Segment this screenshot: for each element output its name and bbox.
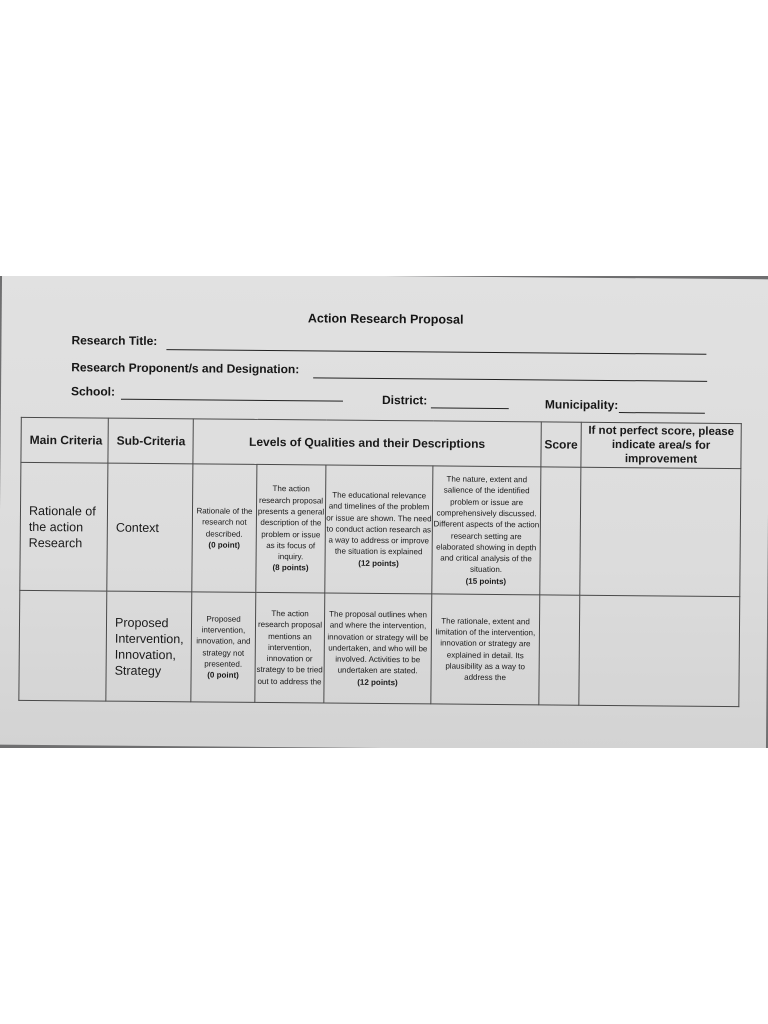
level-points: (12 points)	[358, 558, 399, 568]
research-title-label: Research Title:	[71, 333, 158, 349]
main-criteria-cell	[19, 590, 107, 701]
header-improvement: If not perfect score, please indicate area/s for improvement	[581, 422, 741, 468]
level-cell	[325, 465, 433, 594]
rubric-table	[18, 417, 741, 707]
municipality-label: Municipality:	[544, 397, 619, 413]
header-score: Score	[541, 422, 581, 467]
main-criteria-cell: Rationale of the action Research	[20, 462, 108, 591]
level-cell	[192, 464, 257, 593]
level-cell	[191, 592, 256, 703]
level-points: (12 points)	[357, 677, 398, 687]
improvement-cell[interactable]	[579, 595, 740, 706]
score-cell[interactable]	[540, 467, 581, 595]
municipality-line	[619, 412, 705, 414]
paper-sheet	[0, 276, 768, 748]
sub-criteria-cell: Proposed Intervention, Innovation, Strategy	[106, 591, 192, 702]
school-line	[121, 399, 343, 402]
level-points	[255, 687, 323, 688]
table-header-row	[21, 417, 741, 468]
level-text: The proposal outlines when and where the intervention, innovation or strategy will be undertaken, and who will be involved. Activities to be undertaken are stated.	[327, 609, 429, 676]
improvement-cell[interactable]	[580, 467, 741, 596]
level-points: (0 point)	[207, 670, 239, 680]
level-cell	[324, 593, 432, 704]
sub-criteria-cell: Context	[107, 463, 193, 592]
level-text: The educational relevance and timelines of the problem or issue are shown. The need to conduct action research as a way to address or improve the situation is explained	[326, 490, 432, 557]
level-cell	[432, 466, 541, 595]
level-points: (15 points)	[465, 576, 507, 586]
level-cell	[255, 592, 325, 703]
level-text: The rationale, extent and limitation of the intervention, innovation or strategy are explained in detail. Its plausibility as a way to address the	[435, 616, 536, 683]
proponent-label: Research Proponent/s and Designation:	[71, 360, 300, 377]
level-text: The action research proposal mentions an intervention, innovation or strategy to be tried out to address the	[256, 608, 323, 687]
table-row	[20, 462, 741, 596]
research-title-line	[166, 349, 706, 355]
proponent-line	[313, 377, 707, 381]
level-text: The nature, extent and salience of the identified problem or issue are comprehensively discussed. Different aspects of the action research setting are elaborated showing in depth and critical analysis of the situation.	[433, 474, 540, 575]
level-points: (0 point)	[208, 540, 241, 550]
score-cell[interactable]	[539, 595, 580, 705]
level-cell	[431, 594, 540, 705]
level-text: Proposed intervention, innovation, and strategy not presented.	[196, 614, 251, 669]
header-main-criteria: Main Criteria	[21, 417, 108, 463]
header-sub-criteria: Sub-Criteria	[108, 418, 193, 464]
level-points	[432, 683, 539, 684]
form-title: Action Research Proposal	[307, 311, 464, 327]
header-levels: Levels of Qualities and their Descriptions	[193, 419, 541, 467]
level-text: The action research proposal presents a general description of the problem or issue as its focus of inquiry.	[257, 484, 325, 562]
level-cell	[256, 464, 326, 593]
district-label: District:	[381, 392, 428, 408]
photo-background	[0, 276, 768, 748]
school-label: School:	[70, 384, 116, 399]
district-line	[431, 407, 509, 409]
table-row	[19, 590, 740, 706]
level-points: (8 points)	[272, 563, 309, 573]
level-text: Rationale of the research not described.	[196, 506, 253, 539]
